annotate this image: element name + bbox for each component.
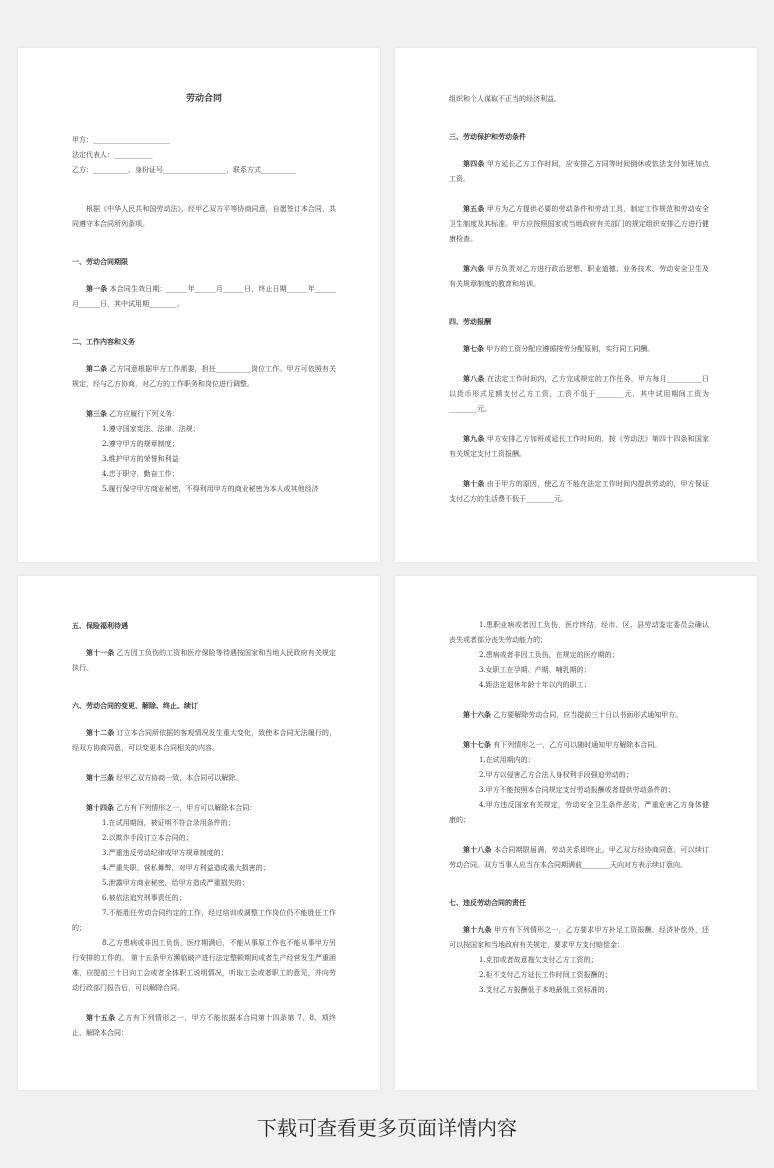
intro-paragraph: 根据《中华人民共和国劳动法》，经甲乙双方平等协商同意，自愿签订本合同，共同遵守本合同所列条项。 [72, 205, 336, 228]
party-info [72, 133, 336, 178]
list-item: 2.拒不支付乙方延长工作时间工资报酬的； [479, 971, 612, 979]
article-label: 第三条 [86, 409, 107, 418]
article-text: 甲方延长乙方工作时间，应安排乙方同等时间倒休或依法支付加班加点工资。 [449, 160, 709, 183]
download-caption: 下载可查看更多页面详情内容 [257, 1116, 517, 1140]
article-14-items [72, 816, 336, 996]
article-7 [449, 341, 709, 357]
article-label: 第八条 [463, 374, 485, 383]
article-6 [449, 261, 709, 292]
article-label: 第六条 [463, 264, 485, 273]
article-1 [72, 281, 336, 312]
article-text: 甲方为乙方提供必要的劳动条件和劳动工具，制定工作规范和劳动安全卫生制度及其标准。甲方应按照国家或当地政府有关部门的规定组织安排乙方进行健康检查。 [449, 205, 709, 243]
section-heading-3: 三、劳动保护和劳动条件 [449, 132, 526, 141]
article-5 [449, 201, 709, 247]
article-text: 本合同生效日期：______年______月______日，终止日期______年______月______日，其中试用期________。 [72, 285, 337, 308]
section-heading-5: 五、保险福利待遇 [72, 621, 128, 630]
article-label: 第十七条 [463, 740, 491, 749]
list-item: 2.以欺诈手段订立本合同的； [102, 834, 193, 842]
party-a-line: 甲方：______________________ [72, 136, 170, 144]
article-text: 在法定工作时间内，乙方完成规定的工作任务，甲方每月__________日以货币形式足额支付乙方工资，工资不低于________元，其中试用期间工资为________元。 [449, 375, 709, 413]
list-item: 4.甲方违反国家有关规定，劳动安全卫生条件恶劣，严重危害乙方身体健康的； [449, 801, 709, 824]
article-label: 第十九条 [463, 925, 492, 934]
list-item: 3.甲方不能按照本合同规定支付劳动报酬或者提供劳动条件的； [479, 786, 675, 794]
article-text: 乙方应履行下列义务： [107, 410, 180, 418]
list-item: 2.甲方以侵害乙方合法人身权利手段强迫劳动的； [479, 771, 633, 779]
list-item: 4.严重失职、营私舞弊，对甲方利益造成重大损害的； [102, 864, 270, 872]
party-b-line: 乙方：__________，身份证号__________________，联系方式__________ [72, 166, 296, 174]
article-text: 甲方的工资分配应遵循按劳分配原则，实行同工同酬。 [484, 345, 655, 353]
article-label: 第十条 [463, 479, 485, 488]
list-item: 7.不能胜任劳动合同约定的工作，经过培训或调整工作岗位仍不能胜任工作的； [72, 909, 336, 932]
section-heading-2: 二、工作内容和义务 [72, 337, 135, 346]
section-heading-6: 六、劳动合同的变更、解除、终止、续订 [72, 701, 198, 710]
article-9 [449, 431, 709, 462]
article-text: 乙方同意根据甲方工作需要，担任__________岗位工作。甲方可依照有关规定，经与乙方协商，对乙方的工作职务和岗位进行调整。 [72, 365, 337, 388]
article-text: 乙方有下列情形之一，甲方可以解除本合同： [114, 804, 257, 812]
document-page-3 [18, 576, 380, 1090]
article-18 [449, 842, 709, 873]
article-text: 由于甲方的原因，使乙方不能在法定工作时间内提供劳动的，甲方保证支付乙方的生活费不低于________元。 [449, 480, 709, 503]
article-10 [449, 476, 709, 507]
list-item: 4.忠于职守，勤奋工作； [102, 470, 179, 478]
article-label: 第十一条 [86, 648, 115, 657]
article-14 [72, 800, 336, 816]
article-text: 乙方有下列情形之一，甲方不能依据本合同第十四条第 7、8、项终止、解除本合同： [72, 1014, 337, 1037]
article-label: 第九条 [463, 434, 485, 443]
list-item: 2.患病或者非因工负伤，在规定的医疗期的； [479, 651, 619, 659]
article-13 [72, 770, 336, 786]
article-text: 本合同期限届满，劳动关系即终止。甲乙双方经协商同意，可以续订劳动合同。双方当事人应当在本合同期满前________天向对方表示续订意向。 [449, 846, 709, 869]
article-17 [449, 737, 709, 753]
article-2 [72, 361, 336, 392]
article-label: 第十四条 [86, 803, 114, 812]
document-page-4 [395, 576, 757, 1090]
article-label: 第二条 [86, 364, 108, 373]
list-item: 3.严重违反劳动纪律或甲方规章制度的； [102, 849, 228, 857]
list-item: 4.距法定退休年龄十年以内的职工； [479, 681, 591, 689]
section-heading-7: 七、违反劳动合同的责任 [449, 898, 526, 907]
article-4 [449, 156, 709, 187]
article-label: 第十八条 [463, 845, 492, 854]
article-label: 第一条 [86, 284, 108, 293]
article-label: 第十三条 [86, 773, 114, 782]
contract-title: 劳动合同 [185, 94, 222, 104]
article-text: 有下列情形之一，乙方可以随时通知甲方解除本合同。 [491, 741, 662, 749]
article-label: 第四条 [463, 159, 485, 168]
list-item: 8.乙方患病或非因工负伤，医疗期满后，不能从事原工作也不能从事甲方另行安排的工作的。 第十五条甲方濒临破产进行法定整顿期间或者生产经营发生严重困难，应提前三十日向工会或者全体职工说明情况，听取工会或者职工的意见，并向劳动行政部门报告后，可以解除合同。 [72, 939, 336, 992]
article-3 [72, 406, 336, 422]
list-item: 1.遵守国家宪法、法律、法规； [102, 425, 200, 433]
section-heading-1: 一、劳动合同期限 [72, 257, 128, 266]
article-label: 第五条 [463, 204, 485, 213]
article-16 [449, 707, 709, 723]
article-text: 甲方负责对乙方进行政治思想、职业道德、业务技术、劳动安全卫生及有关规章制度的教育和培训。 [449, 265, 709, 288]
continued-text: 组织和个人谋取不正当的经济利益。 [449, 95, 561, 103]
article-label: 第十五条 [86, 1013, 116, 1022]
list-item: 1.在试用期间，被证明不符合录用条件的； [102, 819, 235, 827]
article-label: 第十二条 [86, 728, 115, 737]
article-label: 第十六条 [463, 710, 491, 719]
article-text: 甲方有下列情形之一，乙方要求甲方补足工资报酬、经济补偿外，还可以按国家和当地政府有关规定，要求甲方支付赔偿金： [449, 926, 709, 949]
article-text: 订立本合同所依据的客观情况发生重大变化，致使本合同无法履行的，经双方协商同意，可以变更本合同相关的内容。 [72, 729, 337, 752]
article-8 [449, 371, 709, 417]
list-item: 3.维护甲方的荣誉和利益 [102, 455, 179, 463]
list-item: 1.在试用期内的； [479, 756, 535, 764]
legal-rep-line: 法定代表人：___________ [72, 151, 153, 159]
list-item: 1.克扣或者故意拖欠支付乙方工资的； [479, 956, 598, 964]
article-15 [72, 1010, 336, 1041]
article-15-items [449, 618, 709, 693]
list-item: 3.支付乙方报酬低于本地最低工资标准的； [479, 986, 612, 994]
list-item: 1.患职业病或者因工负伤，医疗终结，经市、区、县劳动鉴定委员会确认丧失或者部分丧失劳动能力的； [449, 621, 709, 644]
article-text: 甲方安排乙方加班或延长工作时间的，按《劳动法》第四十四条和国家有关规定支付工资报酬。 [449, 435, 709, 458]
list-item: 5.泄露甲方商业秘密，给甲方造成严重损失的； [102, 879, 249, 887]
article-text: 乙方要解除劳动合同，应当提前三十日以书面形式通知甲方。 [491, 711, 683, 719]
section-heading-4: 四、劳动报酬 [449, 317, 491, 326]
article-text: 经甲乙双方协商一致，本合同可以解除。 [114, 774, 243, 782]
article-17-items [449, 753, 709, 828]
list-item: 2.遵守甲方的规章制度； [102, 440, 179, 448]
article-12 [72, 725, 336, 756]
document-page-2 [395, 48, 757, 562]
article-19 [449, 922, 709, 953]
article-text: 乙方因工负伤的工资和医疗保险等待遇按国家和当地人民政府有关规定执行。 [72, 649, 337, 672]
article-label: 第七条 [463, 344, 484, 353]
list-item: 3.女职工在孕期、产期、哺乳期的； [479, 666, 591, 674]
article-11 [72, 645, 336, 676]
list-item: 6.被依法追究刑事责任的； [102, 894, 186, 902]
document-page-1 [18, 48, 380, 562]
list-item: 5.履行保守甲方商业秘密，不得利用甲方的商业秘密为本人或其他经济 [102, 485, 319, 493]
